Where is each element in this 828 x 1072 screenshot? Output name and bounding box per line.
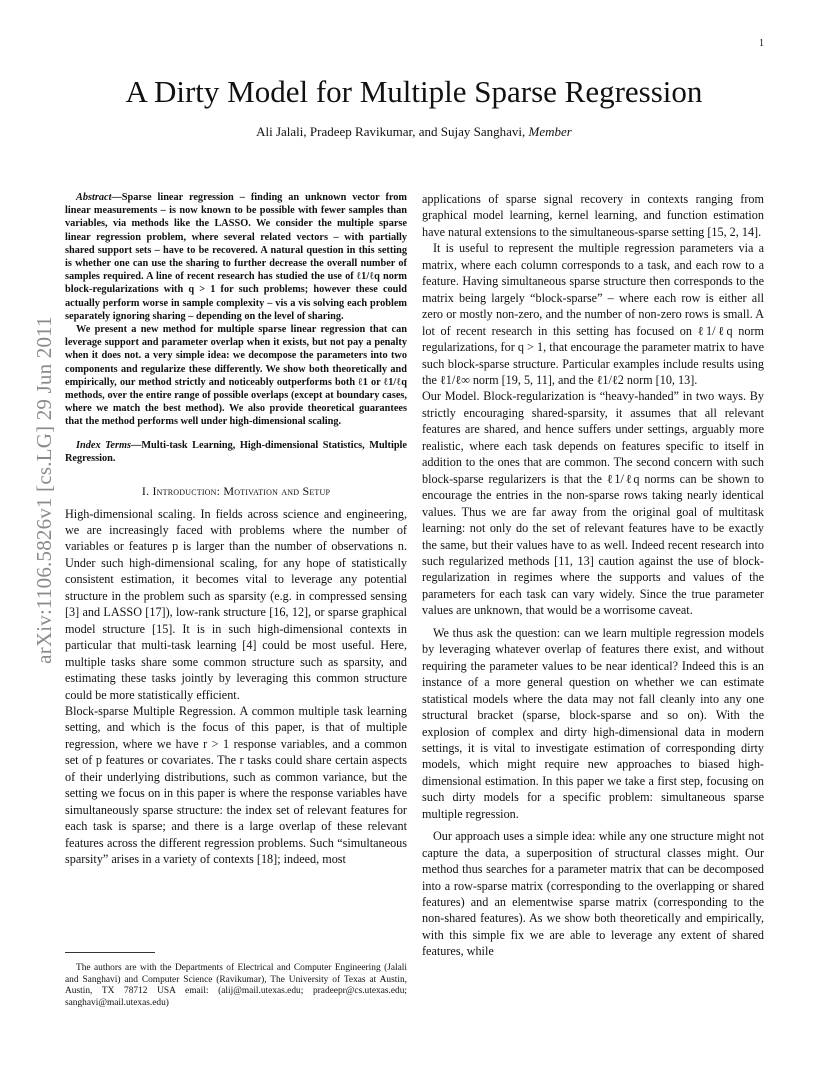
right-paragraph-5: Our approach uses a simple idea: while any one structure might not capture the data, a superposition of structural classes might. Our method thus searches for a parameter matrix that can be decomposed into a row-sparse matrix (corresponding to the overlapping or shared features) and an elementwise sparse matrix (corresponding to the non-shared features). As we show both theoretically and empirically, with this simple fix we are able to leverage any extent of shared features, while bbox=[422, 829, 764, 959]
left-column bbox=[65, 191, 407, 867]
right-column bbox=[422, 191, 764, 960]
footnote: The authors are with the Departments of Electrical and Computer Engineering (Jalali and Sanghavi) and Computer Science (Ravikumar), The University of Texas at Austin, Austin, TX 78712 USA email: (alij@mail.utexas.edu; pradeepr@cs.utexas.edu; sanghavi@mail.utexas.edu) bbox=[65, 963, 407, 1008]
abstract-label: Abstract bbox=[76, 192, 112, 203]
abstract-text-1: —Sparse linear regression – finding an unknown vector from linear measurements – is now known to be possible with fewer samples than variables, via methods like the LASSO. We consider the multiple sparse linear regression problem, where several related vectors – with partially shared support sets – have to be recovered. A natural question in this setting is whether one can use the sharing to further decrease the overall number of samples required. A line of recent research has studied the use of ℓ1/ℓq norm block-regularizations with q > 1 for such problems; however these could actually perform worse in sample complexity – vis a vis solving each problem separately ignoring sharing – depending on the level of sharing. bbox=[65, 192, 407, 322]
arxiv-stamp-text: arXiv:1106.5826v1 [cs.LG] 29 Jun 2011 bbox=[32, 316, 56, 664]
abstract-paragraph-2: We present a new method for multiple sparse linear regression that can leverage support and parameter overlap when it exists, but not pay a penalty when it does not. a very simple idea: we decompose the parameters into two components and regularize these differently. We show both theoretically and empirically, our method strictly and noticeably outperforms both ℓ1 or ℓ1/ℓq methods, over the entire range of possible overlaps (except at boundary cases, where we match the best method). We also provide theoretical guarantees that the method performs well under high-dimensional scaling. bbox=[65, 324, 407, 428]
abstract-paragraph-1 bbox=[65, 191, 407, 323]
right-paragraph-2: It is useful to represent the multiple regression parameters via a matrix, where each column corresponds to a task, and each row to a feature. Having simultaneous sparse structure then corresponds to the matrix being largely “block-sparse” – where each row is either all zero or mostly non-zero, and the number of non-zero rows is small. A lot of recent research in this setting has focused on ℓ1/ℓq norm regularizations, for q > 1, that encourage the parameter matrix to have such block-sparse structure. Particular examples include results using the ℓ1/ℓ∞ norm [19, 5, 11], and the ℓ1/ℓ2 norm [10, 13]. bbox=[422, 241, 764, 387]
author-names: Ali Jalali, Pradeep Ravikumar, and Sujay Sanghavi, bbox=[256, 124, 526, 139]
right-paragraph-1: applications of sparse signal recovery in contexts ranging from graphical model learning, kernel learning, and function estimation have natural extensions to the simultaneous-sparse setting [15, 2, 14]. bbox=[422, 192, 764, 239]
section-heading: I. Introduction: Motivation and Setup bbox=[141, 484, 331, 499]
paper-title: A Dirty Model for Multiple Sparse Regression bbox=[125, 74, 703, 109]
intro-paragraph-2: Block-sparse Multiple Regression. A common multiple task learning setting, and which is the focus of this paper, is that of multiple regression, where we have r > 1 response variables, and a common set of p features or covariates. The r tasks could share certain aspects of their underlying distributions, such as common variance, but the setting we focus on in this paper is where the response variables have simultaneously sparse structure: the index set of relevant features for each task is sparse; and there is a large overlap of these relevant features across the different regression problems. Such “simultaneous sparsity” arises in a variety of contexts [18]; indeed, most bbox=[65, 703, 407, 867]
index-terms-label: Index Terms bbox=[76, 439, 132, 451]
footnote-rule bbox=[65, 952, 155, 953]
page-number: 1 bbox=[759, 38, 764, 49]
intro-paragraph-1: High-dimensional scaling. In fields across science and engineering, we are increasingly faced with problems where the number of variables or features p is larger than the number of observations n. Under such high-dimensional scaling, for any hope of statistically consistent estimation, it becomes vital to leverage any potential structure in the problem such as sparsity (e.g. in compressed sensing [3] and LASSO [17]), low-rank structure [16, 12], or sparse graphical model structure [15]. It is in such high-dimensional contexts in particular that multi-task learning [4] could be most useful. Here, multiple tasks share some common structure such as sparsity, and estimating these tasks jointly by leveraging this common structure could be more statistically efficient. bbox=[65, 506, 407, 702]
abstract bbox=[65, 191, 407, 429]
right-paragraph-4: We thus ask the question: can we learn multiple regression models by leveraging whatever overlap of features there exist, and without requiring the parameter values to be near identical? Indeed this is an instance of a more general question on whether we can estimate statistical models where the data may not fall cleanly into any one structural bracket (sparse, block-sparse and so on). With the explosion of complex and dirty high-dimensional data in modern settings, it is vital to investigate estimation of corresponding dirty models, which might require new approaches to biased high-dimensional estimation. In this paper we take a first step, focusing on such dirty models for a specific problem: simultaneous sparse multiple regression. bbox=[422, 625, 764, 821]
index-terms bbox=[65, 439, 407, 465]
arxiv-stamp[interactable] bbox=[34, 260, 55, 720]
index-terms-text: —Multi-task Learning, High-dimensional Statistics, Multiple Regression. bbox=[65, 439, 407, 464]
right-paragraph-3: Our Model. Block-regularization is “heavy-handed” in two ways. By strictly encouraging shared-sparsity, it assumes that all relevant features are shared, and hence suffers under settings, arguably more realistic, where each task depends on features specific to itself in addition to the ones that are common. The second concern with such block-sparse regularizers is that the ℓ1/ℓq norms can be shown to encourage the entries in the non-sparse rows taking nearly identical values. Thus we are far away from the original goal of multitask learning: not only do the set of relevant features have to be exactly the same, but their values have to as well. Indeed recent research into such regularized methods [11, 13] caution against the use of block-regularization in regimes where the supports and values of the parameters for each task can vary widely. Since the true parameter values are unknown, that would be a worrisome caveat. bbox=[422, 389, 764, 618]
author-role: Member bbox=[528, 124, 572, 139]
author-line bbox=[0, 124, 828, 140]
